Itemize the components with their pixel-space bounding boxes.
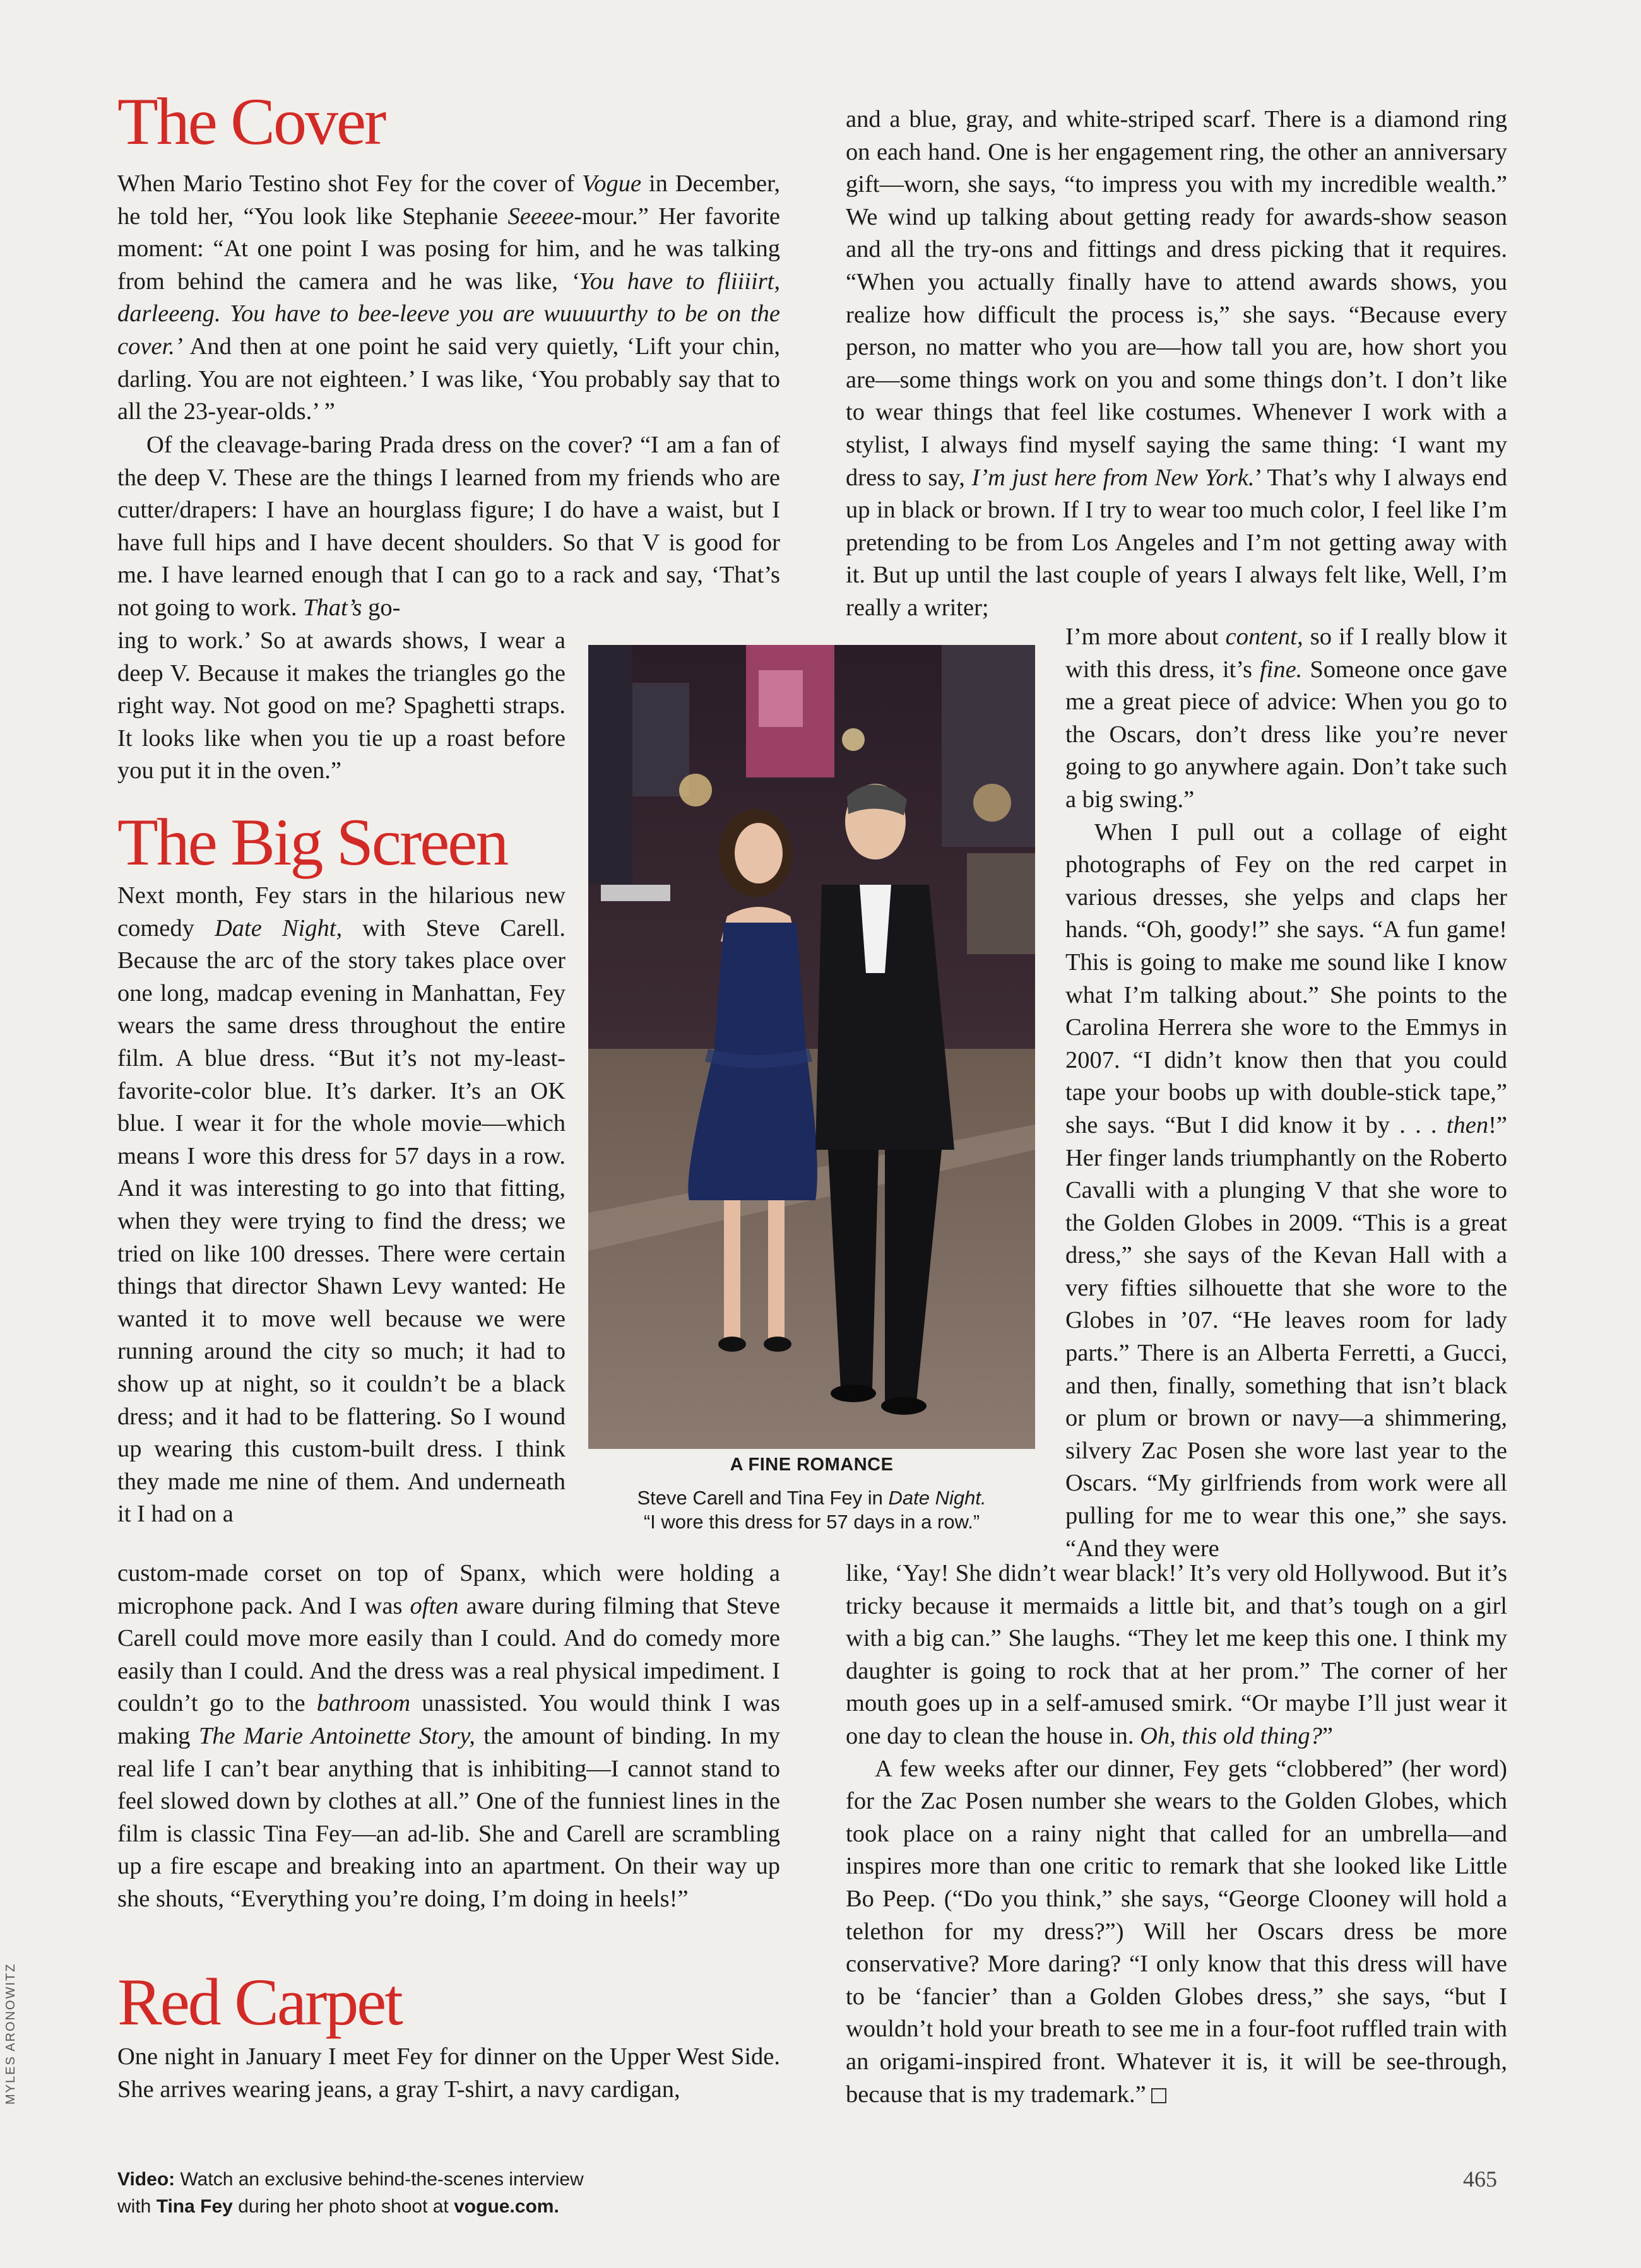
photo-caption-title: A FINE ROMANCE [730, 1455, 894, 1475]
col2-paragraph-2-cont: like, ‘Yay! She didn’t wear black!’ It’s very old Hollywood. But it’s tricky because it mermaids a little bit, and that’s tough on a girl with a big can.” She laughs. “They let me keep this one. I think my daughter is going to rock that at her prom.” The corner of her mouth goes up in a self-amused smirk. “Or maybe I’ll just wear it one day to clean the house in. Oh, this old thing?” A few weeks after our dinner, Fey gets “clobbered” (her word) for the Zac Posen number she wears to the Golden Globes, which took place on a rainy night that called for an umbrella—and inspires more than one critic to remark that she looked like Little Bo Peep. (“Do you think,” she says, “George Clooney will hold a telethon for my dress?”) Will her Oscars dress be more conservative? More daring? “I only know that this dress will have to be ‘fancier’ than a Golden Globes dress,” she says, “but I wouldn’t hold your breath to see me in a four-foot ruffled train with an origami-inspired front. Whatever it is, it will be see-through, because that is my trademark.” [846, 1560, 1507, 2108]
col2-paragraph-1: and a blue, gray, and white-striped scarf. There is a diamond ring on each hand. One is her engagement ring, the other an anniversary gift—worn, she says, “to impress you with my incredible wealth.” We wind up talking about getting ready for awards-show season and all the try-ons and fittings and dress picking that it requires. “When you actually finally have to attend awards shows, you realize how difficult the process is,” she says. “Because every person, no matter who you are—how tall you are, how short you are—some things work on you and some things don’t. I don’t like to wear things that feel like costumes. Whenever I work with a stylist, I always find myself saying the same thing: ‘I want my dress to say, I’m just here from New York.’ That’s why I always end up in black or brown. If I try to wear too much color, I feel like I’m pretending to be from Los Angeles and I’m not getting away with it. But up until the last couple of years I always felt like, Well, I’m really a writer; [846, 106, 1507, 621]
cover-paragraph-1: When Mario Testino shot Fey for the cover of Vogue in December, he told her, “You look like Stephanie Seeeee-mour.” Her favorite moment: “At one point I was posing for him, and he was talking from behind the camera and he was like, ‘You have to fliiiirt, darleeeng. You have to bee-leeve you are wuuuurthy to be on the cover.’ And then at one point he said very quietly, ‘Lift your chin, darling. You are not eighteen.’ I was like, ‘You probably say that to all the 23-year-olds.’ ” [117, 170, 781, 425]
red-carpet-paragraph: One night in January I meet Fey for dinner on the Upper West Side. She arrives wearing jeans, a gray T-shirt, a navy cardigan, [117, 2043, 780, 2103]
cover-paragraph-2-cont: ing to work.’ So at awards shows, I wear a deep V. Because it makes the triangles go the right way. Not good on me? Spaghetti straps. It looks like when you tie up a roast before you put it in the oven.” [117, 627, 566, 784]
couple-photo-illustration [588, 645, 1035, 1449]
photo-caption: Steve Carell and Tina Fey in Date Night. “I wore this dress for 57 days in a row.” [637, 1487, 986, 1533]
big-screen-paragraph: Next month, Fey stars in the hilarious new comedy Date Night, with Steve Carell. Because the arc of the story takes place over one long, madcap evening in Manhattan, Fey wears the same dress throughout the entire film. A blue dress. “But it’s not my-least-favorite-color blue. It’s darker. It’s an OK blue. I wear it for the whole movie—which means I wore this dress for 57 days in a row. And it was interesting to go into that fitting, when they were trying to find the dress; we tried on like 100 dresses. There were certain things that director Shawn Levy wanted: He wanted it to move well because we were running around the city so much; it had to show up at night, so it couldn’t be a black dress; and it had to be flattering. So I wound up wearing this custom-built dress. I think they made me nine of them. And underneath it I had on a [117, 882, 566, 1528]
big-screen-paragraph-cont: custom-made corset on top of Spanx, which were holding a microphone pack. And I was often aware during filming that Steve Carell could move more easily than I could. And do comedy more easily than I could. And the dress was a real physical impediment. I couldn’t go to the bathroom unassisted. You would think I was making The Marie Antoinette Story, the amount of binding. In my real life I can’t bear anything that is inhibiting—I cannot stand to feel slowed down by clothes at all.” One of the funniest lines in the film is classic Tina Fey—an ad-lib. She and Carell are scrambling up a fire escape and breaking into an apartment. On their way up she shouts, “Everything you’re doing, I’m doing in heels!” [117, 1560, 781, 1912]
vogue-link[interactable]: vogue.com. [454, 2196, 559, 2217]
page-number: 465 [1463, 2166, 1497, 2192]
photo-date-night [588, 645, 1035, 1449]
col2-paragraph-1-cont: I’m more about content, so if I really blow it with this dress, it’s fine. Someone once gave me a great piece of advice: When you go to the Oscars, don’t dress like you’re never going to go anywhere again. Don’t take such a big swing.” When I pull out a collage of eight photographs of Fey on the red carpet in various dresses, she yelps and claps her hands. “Oh, goody!” she says. “A fun game! This is going to make me sound like I know what I’m talking about.” She points to the Carolina Herrera she wore to the Emmys in 2007. “I didn’t know then that you could tape your boobs up with double-stick tape,” she says. “But I did know it by . . . then!” Her finger lands triumphantly on the Roberto Cavalli with a plunging V that she wore to the Golden Globes in 2009. “This is a great dress,” she says of the Kevan Hall with a very fifties silhouette that she wore to the Globes in ’07. “He leaves room for lady parts.” There is an Alberta Ferretti, a Gucci, and then, finally, something that isn’t black or plum or brown or navy—a shimmering, silvery Zac Posen she wore last year to the Oscars. “My girlfriends from work were all pulling for me to wear this one,” she says. “And they were [1065, 623, 1507, 1562]
heading-red-carpet: Red Carpet [117, 1965, 401, 2039]
footer-video-note: Video: Watch an exclusive behind-the-scenes interview with Tina Fey during her photo shoot at vogue.com. [117, 2169, 584, 2217]
heading-the-big-screen: The Big Screen [117, 805, 507, 879]
cover-paragraph-2: Of the cleavage-baring Prada dress on the cover? “I am a fan of the deep V. These are the things I learned from my friends who are cutter/drapers: I have an hourglass figure; I do have a waist, but I have full hips and I have decent shoulders. So that V is good for me. I have learned enough that I can go to a rack and say, ‘That’s not going to work. That’s go- [117, 432, 780, 621]
end-mark-icon [1151, 2088, 1166, 2103]
heading-the-cover: The Cover [117, 85, 385, 158]
photo-credit: MYLES ARONOWITZ [4, 1963, 18, 2105]
